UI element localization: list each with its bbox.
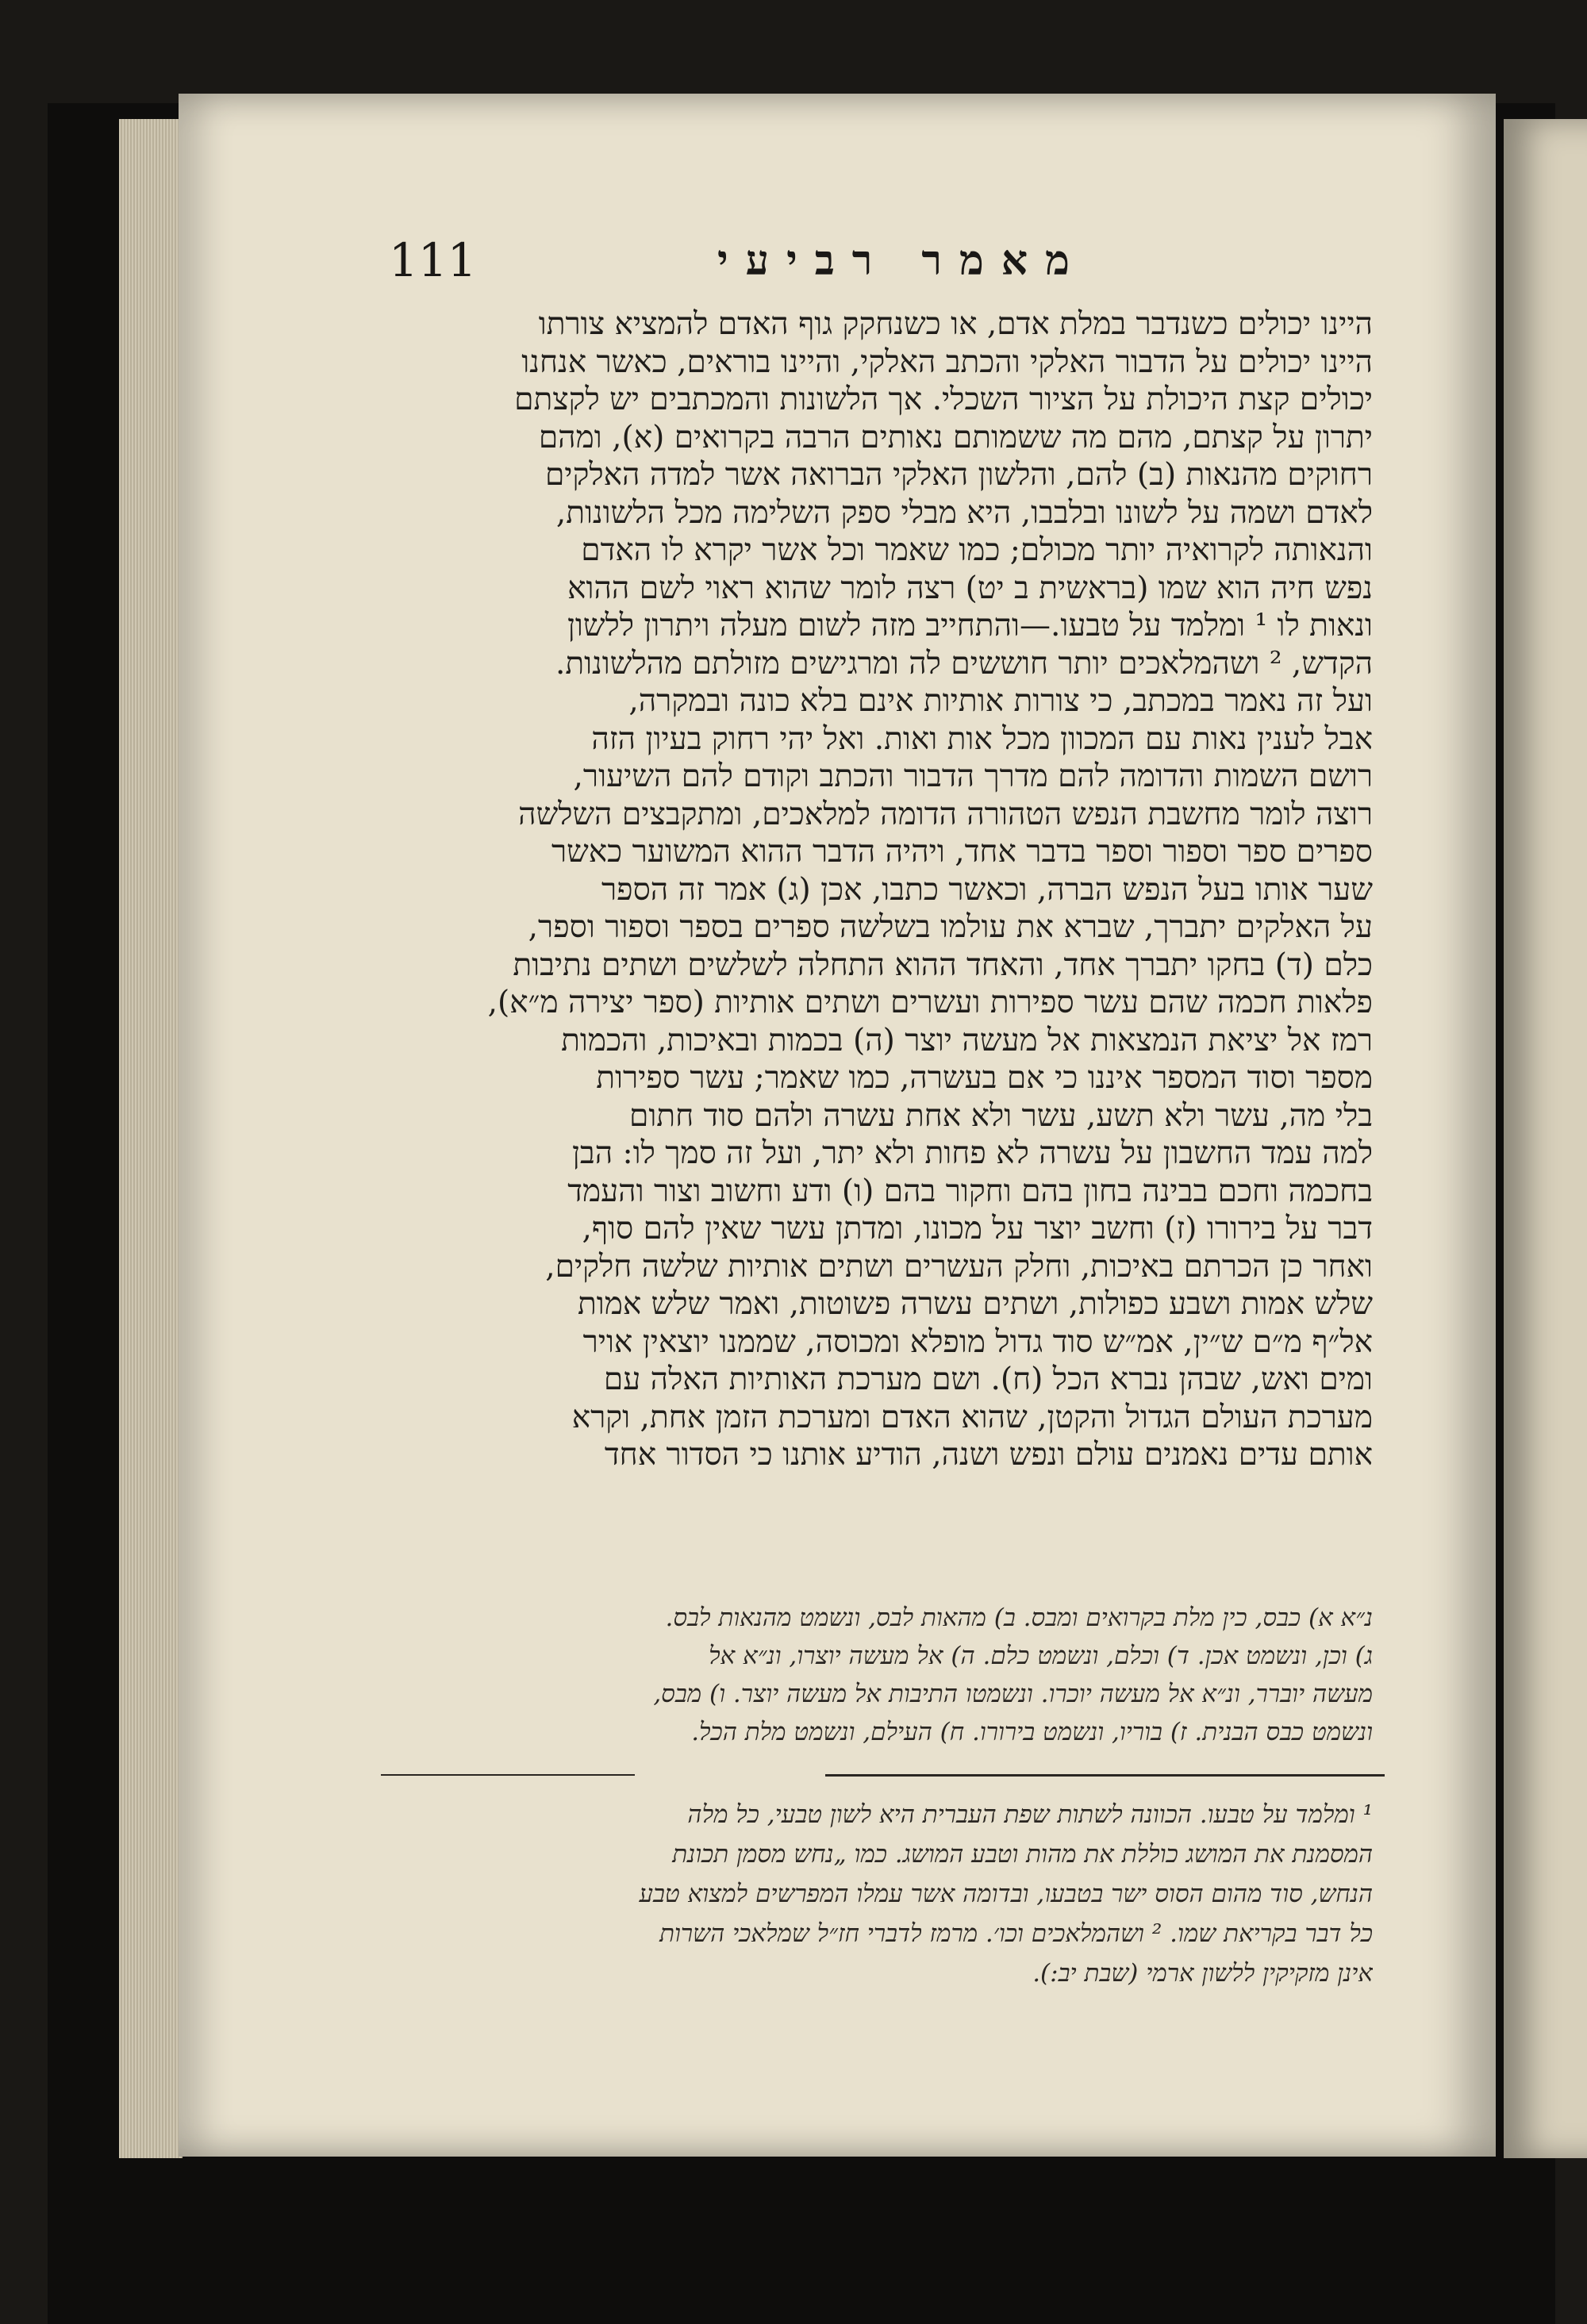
running-title: מאמר רביעי [717, 236, 1087, 285]
page-stack-edge [119, 119, 183, 2158]
text-line: רושם השמות והדומה להם מדרך הדבור והכתב וקודם להם השיעור, [573, 759, 1373, 794]
text-line: דבר על בירורו (ז) וחשב יוצר על מכונו, ומדתן עשר שאין להם סוף, [582, 1211, 1373, 1247]
text-line: אל״ף מ״ם ש״ין, אמ״ש סוד גדול מופלא ומכוסה, שממנו יוצאין אויר [582, 1323, 1373, 1360]
text-line: ומים ואש, שבהן נברא הכל (ח). ושם מערכת האותיות האלה עם [603, 1362, 1373, 1397]
note-line: נ״א א) כבס, כין מלת בקרואים ומבס. ב) מהאות לבס, ונשמט מהנאות לבס. [665, 1604, 1373, 1632]
footnote-line: ¹ ומלמד על טבעו. הכוונה לשתות שפת העברית היא לשון טבעי, כל מלה [687, 1800, 1373, 1829]
text-line: לאדם ושמה על לשונו ובלבבו, היא מבלי ספק השלימה מכל הלשונות, [555, 494, 1373, 531]
text-line: בלי מה, עשר ולא תשע, עשר ולא אחת עשרה ולהם סוד חתום [628, 1097, 1373, 1134]
facing-page-edge [1504, 119, 1587, 2158]
variant-readings [385, 1599, 1373, 1765]
note-line: מעשה יוברר, ונ״א אל מעשה יוכרו. ונשמטו התיבות אל מעשה יוצר. ו) מבס, [653, 1680, 1373, 1708]
text-line: נפש חיה הוא שמו (בראשית ב יט) רצה לומר שהוא ראוי לשם ההוא [567, 570, 1373, 606]
note-line: ונשמט כבס הבנית. ז) בוריו, ונשמט בירורו. ח) העילם, ונשמט מלת הכל. [691, 1718, 1373, 1746]
text-line: בחכמה וחכם בבינה בחון בהם וחקור בהם (ו) ודע וחשוב וצור והעמד [567, 1173, 1373, 1209]
text-line: שלש אמות ושבע כפולות, ושתים עשרה פשוטות, ואמר שלש אמות [577, 1286, 1373, 1322]
footnote-divider-short [381, 1774, 635, 1776]
footnote-line: כל דבר בקריאת שמו. ² ושהמלאכים וכו׳. מרמז לדברי חז״ל שמלאכי השרות [659, 1919, 1373, 1948]
text-line: הקדש, ² ושהמלאכים יותר חוששים לה ומרגישים מזולתם מהלשונות. [555, 645, 1373, 682]
text-line: יכולים קצת היכולת על הציור השכלי. אך הלשונות והמכתבים יש לקצתם [514, 382, 1373, 417]
page-header [389, 229, 1087, 292]
text-line: אותם עדים נאמנים עולם ונפש ושנה, הודיע אותנו כי הסדור אחד [604, 1437, 1373, 1473]
footnote-line: המסמנת את המושג כוללת את מהות וטבע המושג. כמו „נחש מסמן תכונת [672, 1840, 1373, 1869]
footnote-line: אינן מזקיקין ללשון ארמי (שבת יב:). [1032, 1959, 1373, 1988]
text-line: ספרים ספר וספור וספר בדבר אחד, ויהיה הדבר ההוא המשוער כאשר [551, 834, 1373, 870]
text-line: היינו יכולים כשנדבר במלת אדם, או כשנחקק גוף האדם להמציא צורתו [538, 306, 1373, 342]
footnote-line: הנחש, סוד מהום הסוס ישר בטבעו, ובדומה אשר עמלו המפרשים למצוא טבע [639, 1880, 1373, 1908]
text-line: פלאות חכמה שהם עשר ספירות ועשרים ושתים אותיות (ספר יצירה מ״א), [487, 985, 1373, 1020]
text-line: ונאות לו ¹ ומלמד על טבעו.—והתחייב מזה לשום מעלה ויתרון ללשון [567, 608, 1373, 643]
text-line: יתרון על קצתם, מהם מה ששמותם נאותים הרבה בקרואים (א), ומהם [538, 419, 1373, 455]
text-line: כלם (ד) בחקו יתברך אחד, והאחד ההוא התחלה לשלשים ושתים נתיבות [513, 947, 1373, 983]
note-line: ג) וכן, ונשמט אכן. ד) וכלם, ונשמט כלם. ה) אל מעשה יוצרו, ונ״א אל [709, 1642, 1373, 1670]
main-text-block [389, 305, 1373, 1575]
page-number: 111 [389, 233, 477, 287]
text-line: למה עמד החשבון על עשרה לא פחות ולא יתר, ועל זה סמך לו: הבן [571, 1135, 1373, 1171]
text-line: אבל לענין נאות עם המכוון מכל אות ואות. ואל יהי רחוק בעיון הזה [591, 720, 1373, 757]
footnote-divider [825, 1774, 1385, 1777]
text-line: מספר וסוד המספר איננו כי אם בעשרה, כמו שאמר; עשר ספירות [596, 1060, 1373, 1096]
text-line: ואחר כן הכרתם באיכות, וחלק העשרים ושתים אותיות שלשה חלקים, [545, 1248, 1373, 1285]
text-line: רמז אל יציאת הנמצאות אל מעשה יוצר (ה) בכמות ובאיכות, והכמות [561, 1022, 1373, 1058]
text-line: שער אותו בעל הנפש הברה, וכאשר כתבו, אכן (ג) אמר זה הספר [601, 871, 1373, 908]
text-line: רוצה לומר מחשבת הנפש הטהורה הדומה למלאכים, ומתקבצים השלשה [518, 796, 1373, 832]
footnotes [385, 1795, 1373, 2001]
text-line: היינו יכולים על הדבור האלקי והכתב האלקי, והיינו בוראים, כאשר אנחנו [521, 344, 1373, 380]
text-line: מערכת העולם הגדול והקטן, שהוא האדם ומערכת הזמן אחת, וקרא [571, 1399, 1373, 1435]
text-line: והנאותה לקרואיה יותר מכולם; כמו שאמר וכל אשר יקרא לו האדם [581, 532, 1373, 568]
text-line: ועל זה נאמר במכתב, כי צורות אותיות אינם בלא כונה ובמקרה, [628, 683, 1373, 719]
text-line: על האלקים יתברך, שברא את עולמו בשלשה ספרים בספר וספור וספר, [528, 909, 1373, 945]
text-line: רחוקים מהנאות (ב) להם, והלשון האלקי הברואה אשר למדה האלקים [544, 457, 1373, 493]
